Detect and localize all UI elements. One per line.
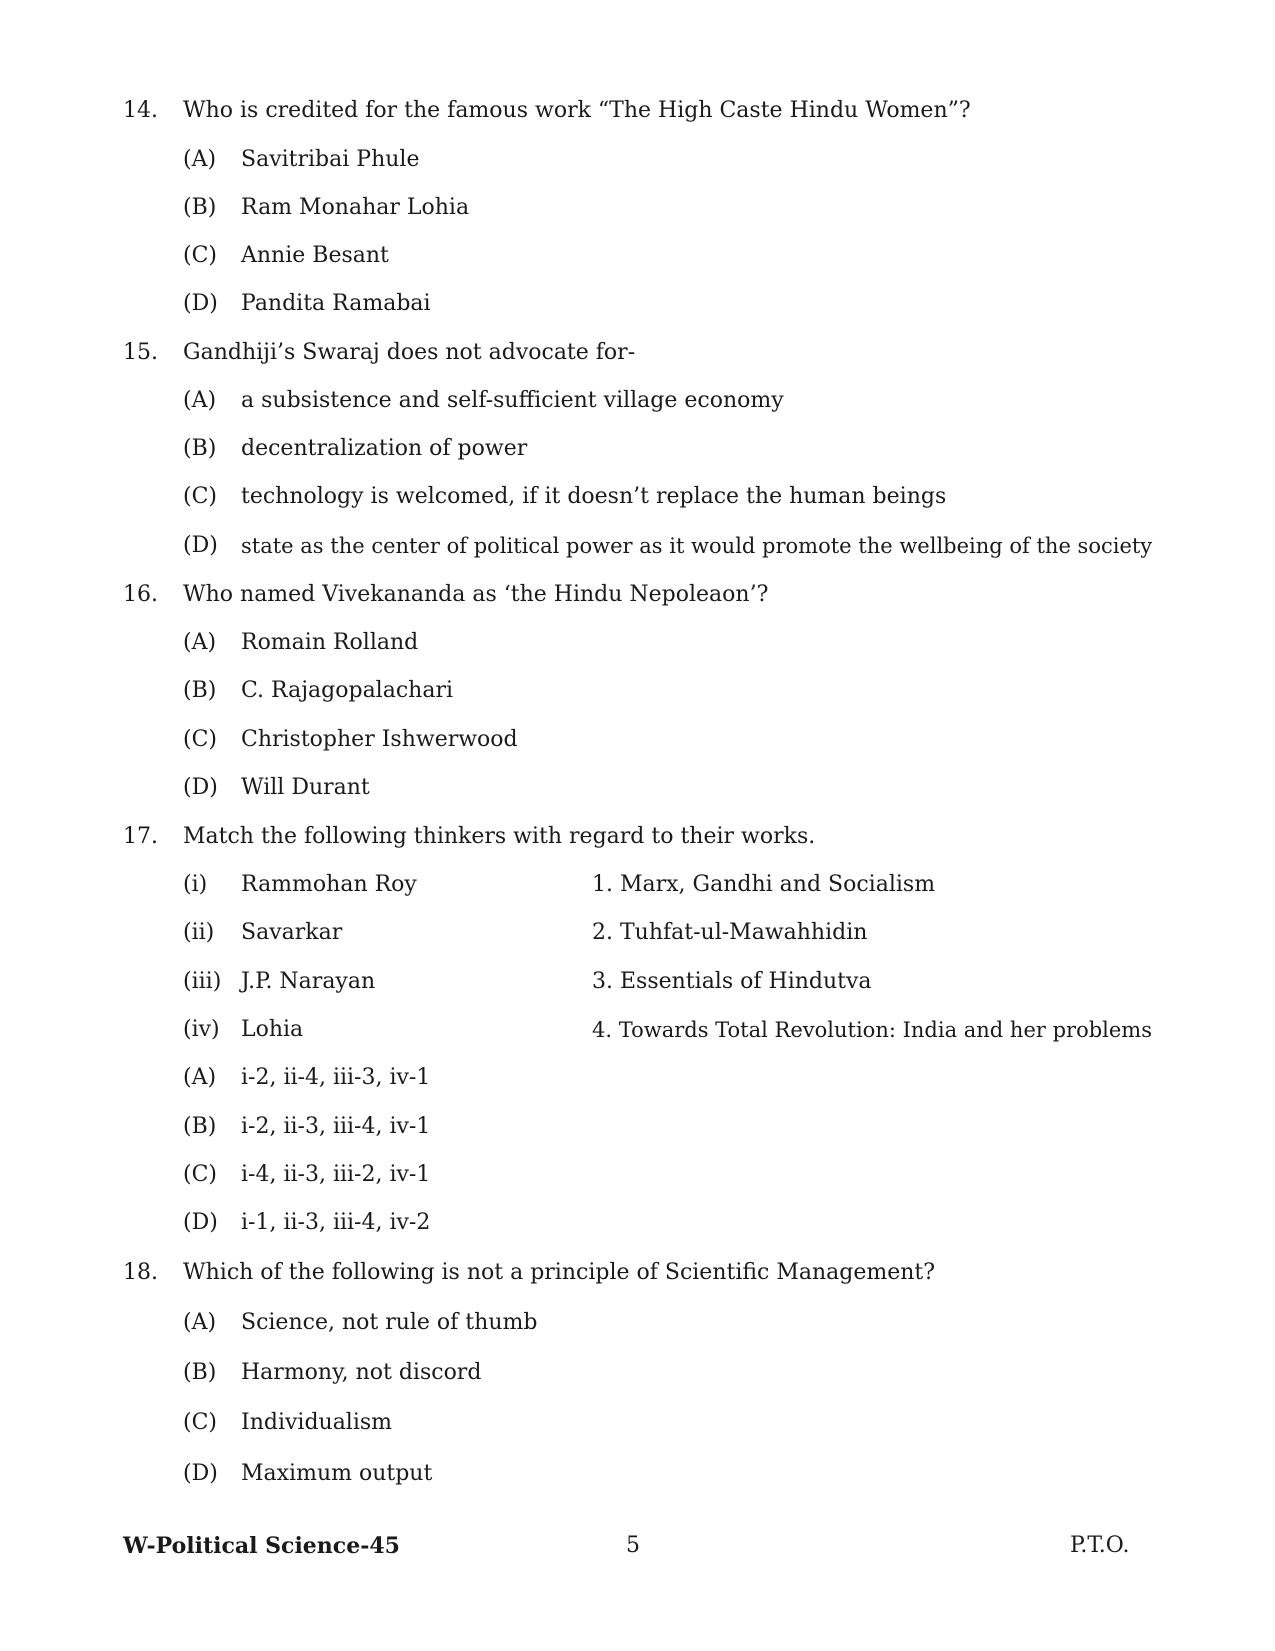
match-row-roman: (i) <box>183 872 208 897</box>
question-15-number: 15. <box>123 340 158 365</box>
match-row-work: 2. Tuhfat-ul-Mawahhidin <box>592 920 868 945</box>
match-row-thinker: Lohia <box>241 1017 304 1042</box>
option-label: (C) <box>183 484 217 509</box>
option-label: (D) <box>183 1461 218 1486</box>
match-row-work: 3. Essentials of Hindutva <box>592 969 872 994</box>
option-label: (D) <box>183 291 218 316</box>
option-text: Ram Monahar Lohia <box>241 195 470 220</box>
option-label: (A) <box>183 1310 217 1335</box>
option-label: (B) <box>183 1360 217 1385</box>
option-text: i-2, ii-4, iii-3, iv-1 <box>241 1065 431 1090</box>
match-row-work: 1. Marx, Gandhi and Socialism <box>592 872 936 897</box>
match-row-thinker: Savarkar <box>241 920 343 945</box>
option-label: (A) <box>183 630 217 655</box>
option-label: (C) <box>183 1410 217 1435</box>
option-label: (B) <box>183 1114 217 1139</box>
option-label: (D) <box>183 533 218 558</box>
question-18-number: 18. <box>123 1260 158 1285</box>
option-text: decentralization of power <box>241 436 528 461</box>
option-label: (A) <box>183 388 217 413</box>
option-label: (C) <box>183 243 217 268</box>
option-text: Annie Besant <box>241 243 389 268</box>
option-text: Harmony, not discord <box>241 1360 482 1385</box>
option-text: a subsistence and self-sufficient village economy <box>241 388 784 413</box>
option-text: Christopher Ishwerwood <box>241 727 518 752</box>
footer-paper-code: W-Political Science-45 <box>123 1533 400 1559</box>
option-label: (C) <box>183 1162 217 1187</box>
option-text: Science, not rule of thumb <box>241 1310 538 1335</box>
question-17-text: Match the following thinkers with regard to their works. <box>183 824 816 849</box>
option-text: Will Durant <box>241 775 370 800</box>
option-text: Individualism <box>241 1410 393 1435</box>
page-number: 5 <box>626 1533 640 1558</box>
match-row-roman: (iv) <box>183 1017 220 1042</box>
option-label: (A) <box>183 147 217 172</box>
question-15-text: Gandhiji’s Swaraj does not advocate for- <box>183 340 636 365</box>
option-label: (D) <box>183 1210 218 1235</box>
match-row-thinker: Rammohan Roy <box>241 872 417 897</box>
option-text: state as the center of political power as it would promote the wellbeing of the society <box>241 534 1153 558</box>
footer-pto: P.T.O. <box>1070 1533 1130 1558</box>
match-row-roman: (ii) <box>183 920 215 945</box>
question-14-text: Who is credited for the famous work “The High Caste Hindu Women”? <box>183 98 971 123</box>
option-label: (B) <box>183 195 217 220</box>
option-text: i-2, ii-3, iii-4, iv-1 <box>241 1114 431 1139</box>
match-row-roman: (iii) <box>183 969 222 994</box>
option-label: (A) <box>183 1065 217 1090</box>
question-17-number: 17. <box>123 824 158 849</box>
question-18-text: Which of the following is not a principle of Scientific Management? <box>183 1260 936 1285</box>
question-16-number: 16. <box>123 582 158 607</box>
option-text: i-1, ii-3, iii-4, iv-2 <box>241 1210 431 1235</box>
match-row-work: 4. Towards Total Revolution: India and her problems <box>592 1018 1152 1042</box>
option-label: (D) <box>183 775 218 800</box>
question-16-text: Who named Vivekananda as ‘the Hindu Nepoleaon’? <box>183 582 769 607</box>
option-text: Romain Rolland <box>241 630 419 655</box>
option-label: (C) <box>183 727 217 752</box>
option-text: i-4, ii-3, iii-2, iv-1 <box>241 1162 431 1187</box>
question-14-number: 14. <box>123 98 158 123</box>
option-text: Maximum output <box>241 1461 433 1486</box>
option-text: Savitribai Phule <box>241 147 420 172</box>
match-row-thinker: J.P. Narayan <box>241 969 376 994</box>
option-label: (B) <box>183 436 217 461</box>
option-text: Pandita Ramabai <box>241 291 431 316</box>
option-text: C. Rajagopalachari <box>241 678 453 703</box>
option-label: (B) <box>183 678 217 703</box>
option-text: technology is welcomed, if it doesn’t replace the human beings <box>241 484 947 509</box>
